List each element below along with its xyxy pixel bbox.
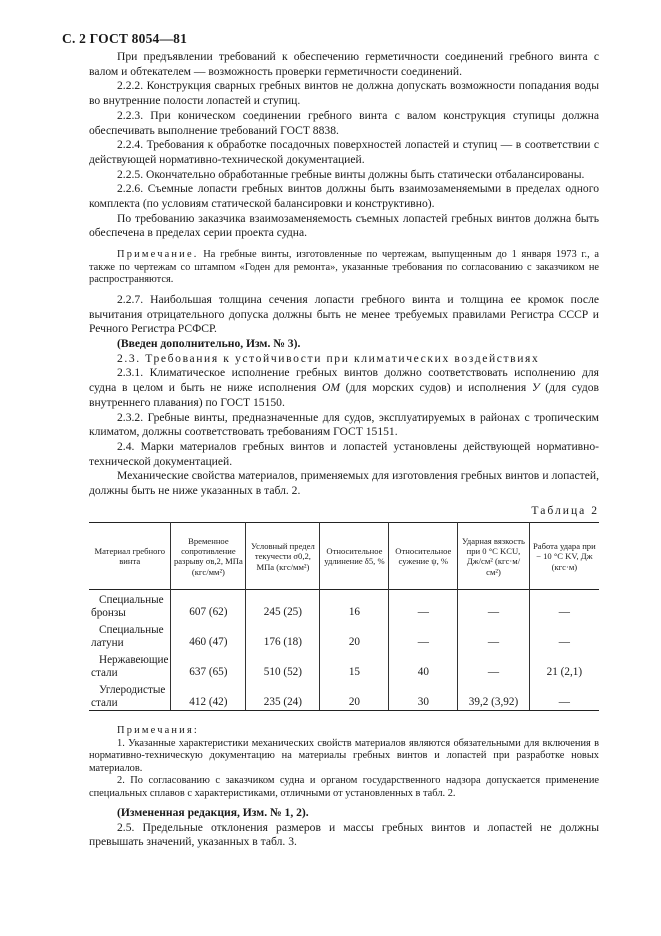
note-item: 1. Указанные характеристики механических свойств материалов являются обязательными для включения в нормативно-техническую документацию на материалы гребных винтов и лопастей при разработке новых материалов. <box>89 737 599 774</box>
notes-2 <box>89 725 599 799</box>
table-row <box>89 590 599 621</box>
note-item: 2. По согласованию с заказчиком судна и органом государственного надзора допускается применение специальных сплавов с характеристиками, отличными от установленных в табл. 2. <box>89 775 599 799</box>
header-cell: Материал гребного винта <box>94 546 165 567</box>
paragraph-2-2-2: 2.2.2. Конструкция сварных гребных винтов не должна допускать возможности попадания воды во внутренние полости лопастей и ступиц. <box>89 79 599 108</box>
table-caption: Таблица 2 <box>531 503 599 517</box>
material-line: стали <box>91 696 118 709</box>
text-run: (для морских судов) и исполнения <box>340 381 532 395</box>
material-line: Углеродистые <box>99 684 166 697</box>
table-cell: 15 <box>320 650 389 680</box>
material-line: Специальные <box>99 624 164 637</box>
table-cell: 510 (52) <box>246 650 320 680</box>
amendment-note: (Введен дополнительно, Изм. № 3). <box>117 337 301 351</box>
paragraph-2-2-3: 2.2.3. При коническом соединении гребного винта с валом конструкция ступицы должна обеспечивать выполнение требований ГОСТ 8838. <box>89 108 599 137</box>
paragraph-2-5: 2.5. Предельные отклонения размеров и массы гребных винтов и лопастей не должны превышать значений, указанных в табл. 3. <box>89 820 599 849</box>
header-cell: Работа удара при − 10 °С KV, Дж (кгс·м) <box>529 523 599 590</box>
material-cell <box>89 620 171 650</box>
note-1 <box>89 249 599 287</box>
table-header-row <box>89 523 599 590</box>
material-cell <box>89 650 171 680</box>
header-cell: Относительное сужение ψ, % <box>389 523 458 590</box>
text-run-italic: ОМ <box>322 381 341 395</box>
text-run-italic: У <box>531 381 540 395</box>
paragraph-2-3-1 <box>89 366 599 410</box>
table-cell: — <box>529 680 599 711</box>
material-line: стали <box>91 666 118 679</box>
table-cell: 21 (2,1) <box>529 650 599 680</box>
material-line: латуни <box>91 636 124 649</box>
table-cell: — <box>389 620 458 650</box>
header-cell: Ударная вязкость при 0 °С KCU, Дж/см² (кгс·м/см²) <box>458 523 529 590</box>
material-cell <box>89 590 171 621</box>
table-cell: — <box>389 590 458 621</box>
table-cell: 30 <box>389 680 458 711</box>
table-row <box>89 620 599 650</box>
table-cell: — <box>458 590 529 621</box>
paragraph-2-4: 2.4. Марки материалов гребных винтов и лопастей установлены действующей нормативно-технической документацией. <box>89 439 599 468</box>
table-cell: 412 (42) <box>171 680 246 711</box>
header-cell: Временное сопротивление разрыву σв,2, МПа (кгс/мм²) <box>171 523 246 590</box>
table-cell: 235 (24) <box>246 680 320 711</box>
table-cell: — <box>458 650 529 680</box>
table-2 <box>89 522 599 711</box>
note-label: Примечание. <box>117 249 199 261</box>
notes-label: Примечания: <box>117 725 200 737</box>
table-cell: 607 (62) <box>171 590 246 621</box>
table-cell: 20 <box>320 680 389 711</box>
material-line: Специальные <box>99 594 164 607</box>
header-cell: Относительное удлинение δ5, % <box>320 523 389 590</box>
table-cell: 20 <box>320 620 389 650</box>
table-cell: 460 (47) <box>171 620 246 650</box>
table-cell: 40 <box>389 650 458 680</box>
text-run: (для судов внутреннего плавания) по ГОСТ 15150. <box>89 381 600 409</box>
paragraph-2-2-5: 2.2.5. Окончательно обработанные гребные винты должны быть статически отбалансированы. <box>117 167 585 181</box>
table-cell: — <box>458 620 529 650</box>
table-cell: 637 (65) <box>171 650 246 680</box>
paragraph-2-2-7: 2.2.7. Наибольшая толщина сечения лопасти гребного винта и толщина ее кромок после вычитания отрицательного допуска должны быть не менее требуемых правилами Регистра СССР и Речного Регистра РСФСР. <box>89 292 599 336</box>
table-row <box>89 650 599 680</box>
section-heading-2-3: 2.3. Требования к устойчивости при климатических воздействиях <box>117 351 540 365</box>
page-header: С. 2 ГОСТ 8054—81 <box>62 31 188 46</box>
paragraph-2-2-4: 2.2.4. Требования к обработке посадочных поверхностей лопастей и ступиц — в соответствии с действующей нормативно-технической документацией. <box>89 138 599 166</box>
paragraph: По требованию заказчика взаимозаменяемость съемных лопастей гребных винтов должна быть обеспечена в пределах серии проекта судна. <box>89 211 599 240</box>
paragraph: Механические свойства материалов, применяемых для изготовления гребных винтов и лопастей, должны быть не ниже указанных в табл. 2. <box>89 469 599 498</box>
table-row <box>89 680 599 711</box>
table-cell: 245 (25) <box>246 590 320 621</box>
material-line: Нержавеющие <box>99 654 169 667</box>
material-line: бронзы <box>91 606 126 619</box>
document-body <box>89 50 599 850</box>
table-cell: 176 (18) <box>246 620 320 650</box>
amendment-note: (Измененная редакция, Изм. № 1, 2). <box>117 805 309 819</box>
material-cell <box>89 680 171 711</box>
table-cell: — <box>529 590 599 621</box>
text-run: 2.3.1. Климатическое исполнение гребных винтов должно соответствовать исполнению для судна в целом и быть не ниже исполнения <box>89 366 599 395</box>
header-cell: Условный предел текучести σ0,2, МПа (кгс/мм²) <box>246 523 320 590</box>
table-cell: — <box>529 620 599 650</box>
paragraph: При предъявлении требований к обеспечению герметичности соединений гребного винта с валом и обтекателем — возможность проверки герметичности соединений. <box>89 50 599 78</box>
paragraph-2-3-2: 2.3.2. Гребные винты, предназначенные для судов, эксплуатируемых в районах с тропическим климатом, должны соответствовать требованиям ГОСТ 15151. <box>89 410 599 439</box>
note-text: На гребные винты, изготовленные по чертежам, выпущенным до 1 января 1973 г., а также по чертежам со штампом «Годен для ремонта», указанные требования по согласованию с заказчиком не распространяются. <box>89 249 599 286</box>
paragraph-2-2-6: 2.2.6. Съемные лопасти гребных винтов должны быть взаимозаменяемыми в пределах одного комплекта (по условиям статической балансировки и конструктивно). <box>89 182 599 211</box>
table-cell: 39,2 (3,92) <box>458 680 529 711</box>
table-cell: 16 <box>320 590 389 621</box>
